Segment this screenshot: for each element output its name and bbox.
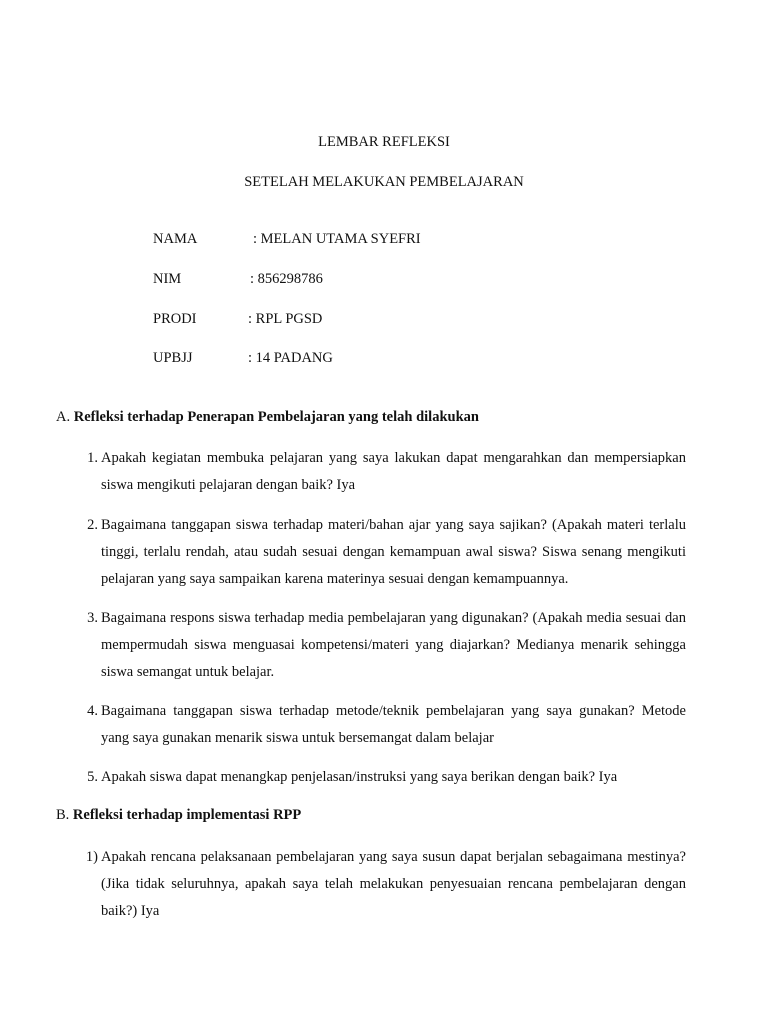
question-number: 5. [87,769,98,785]
question-number: 1. [87,450,98,466]
question-number: 3. [87,610,98,626]
question-item [72,764,686,791]
question-item [72,445,686,499]
question-text: Bagaimana tanggapan siswa terhadap metode/teknik pembelajaran yang saya gunakan? Metode yang saya gunakan menarik siswa untuk bersemangat dalam belajar [101,703,686,746]
section-title: Refleksi terhadap Penerapan Pembelajaran yang telah dilakukan [73,409,479,425]
question-text: Apakah kegiatan membuka pelajaran yang saya lakukan dapat mengarahkan dan mempersiapkan siswa mengikuti pelajaran dengan baik? Iya [101,450,686,493]
question-number: 1) [85,849,98,865]
section-title: Refleksi terhadap implementasi RPP [72,807,302,823]
question-number: 4. [87,703,98,719]
question-text: Bagaimana tanggapan siswa terhadap materi/bahan ajar yang saya sajikan? (Apakah materi terlalu tinggi, terlalu rendah, atau sudah sesuai dengan kemampuan awal siswa? Siswa senang mengikuti pelajaran yang saya sampaikan karena materinya sesuai dengan kemampuannya. [101,517,686,587]
identity-label: UPBJJ [153,350,193,366]
question-item [72,512,686,593]
identity-label: NIM [153,271,182,287]
question-text: Apakah siswa dapat menangkap penjelasan/instruksi yang saya berikan dengan baik? Iya [101,769,618,785]
identity-label: PRODI [153,311,197,327]
section-letter: B. [56,807,70,823]
question-number: 2. [87,517,98,533]
identity-value: : 856298786 [250,271,323,287]
document-title: LEMBAR REFLEKSI [318,134,450,150]
section-letter: A. [56,409,71,425]
identity-value: : RPL PGSD [248,311,323,327]
document-subtitle: SETELAH MELAKUKAN PEMBELAJARAN [244,174,524,190]
identity-label: NAMA [153,231,198,247]
identity-value: : 14 PADANG [248,350,333,366]
section-b-heading [56,807,301,824]
question-item [72,698,686,752]
question-item [72,605,686,686]
question-text: Apakah rencana pelaksanaan pembelajaran yang saya susun dapat berjalan sebagaimana mestinya? (Jika tidak seluruhnya, apakah saya telah melakukan penyesuaian rencana pembelajaran dengan baik?) Iya [101,849,686,919]
section-a-heading [56,409,479,426]
question-item [72,844,686,925]
identity-value: : MELAN UTAMA SYEFRI [253,231,421,247]
question-text: Bagaimana respons siswa terhadap media pembelajaran yang digunakan? (Apakah media sesuai dan mempermudah siswa menguasai kompetensi/materi yang diajarkan? Medianya menarik sehingga siswa semangat untuk belajar. [101,610,686,680]
